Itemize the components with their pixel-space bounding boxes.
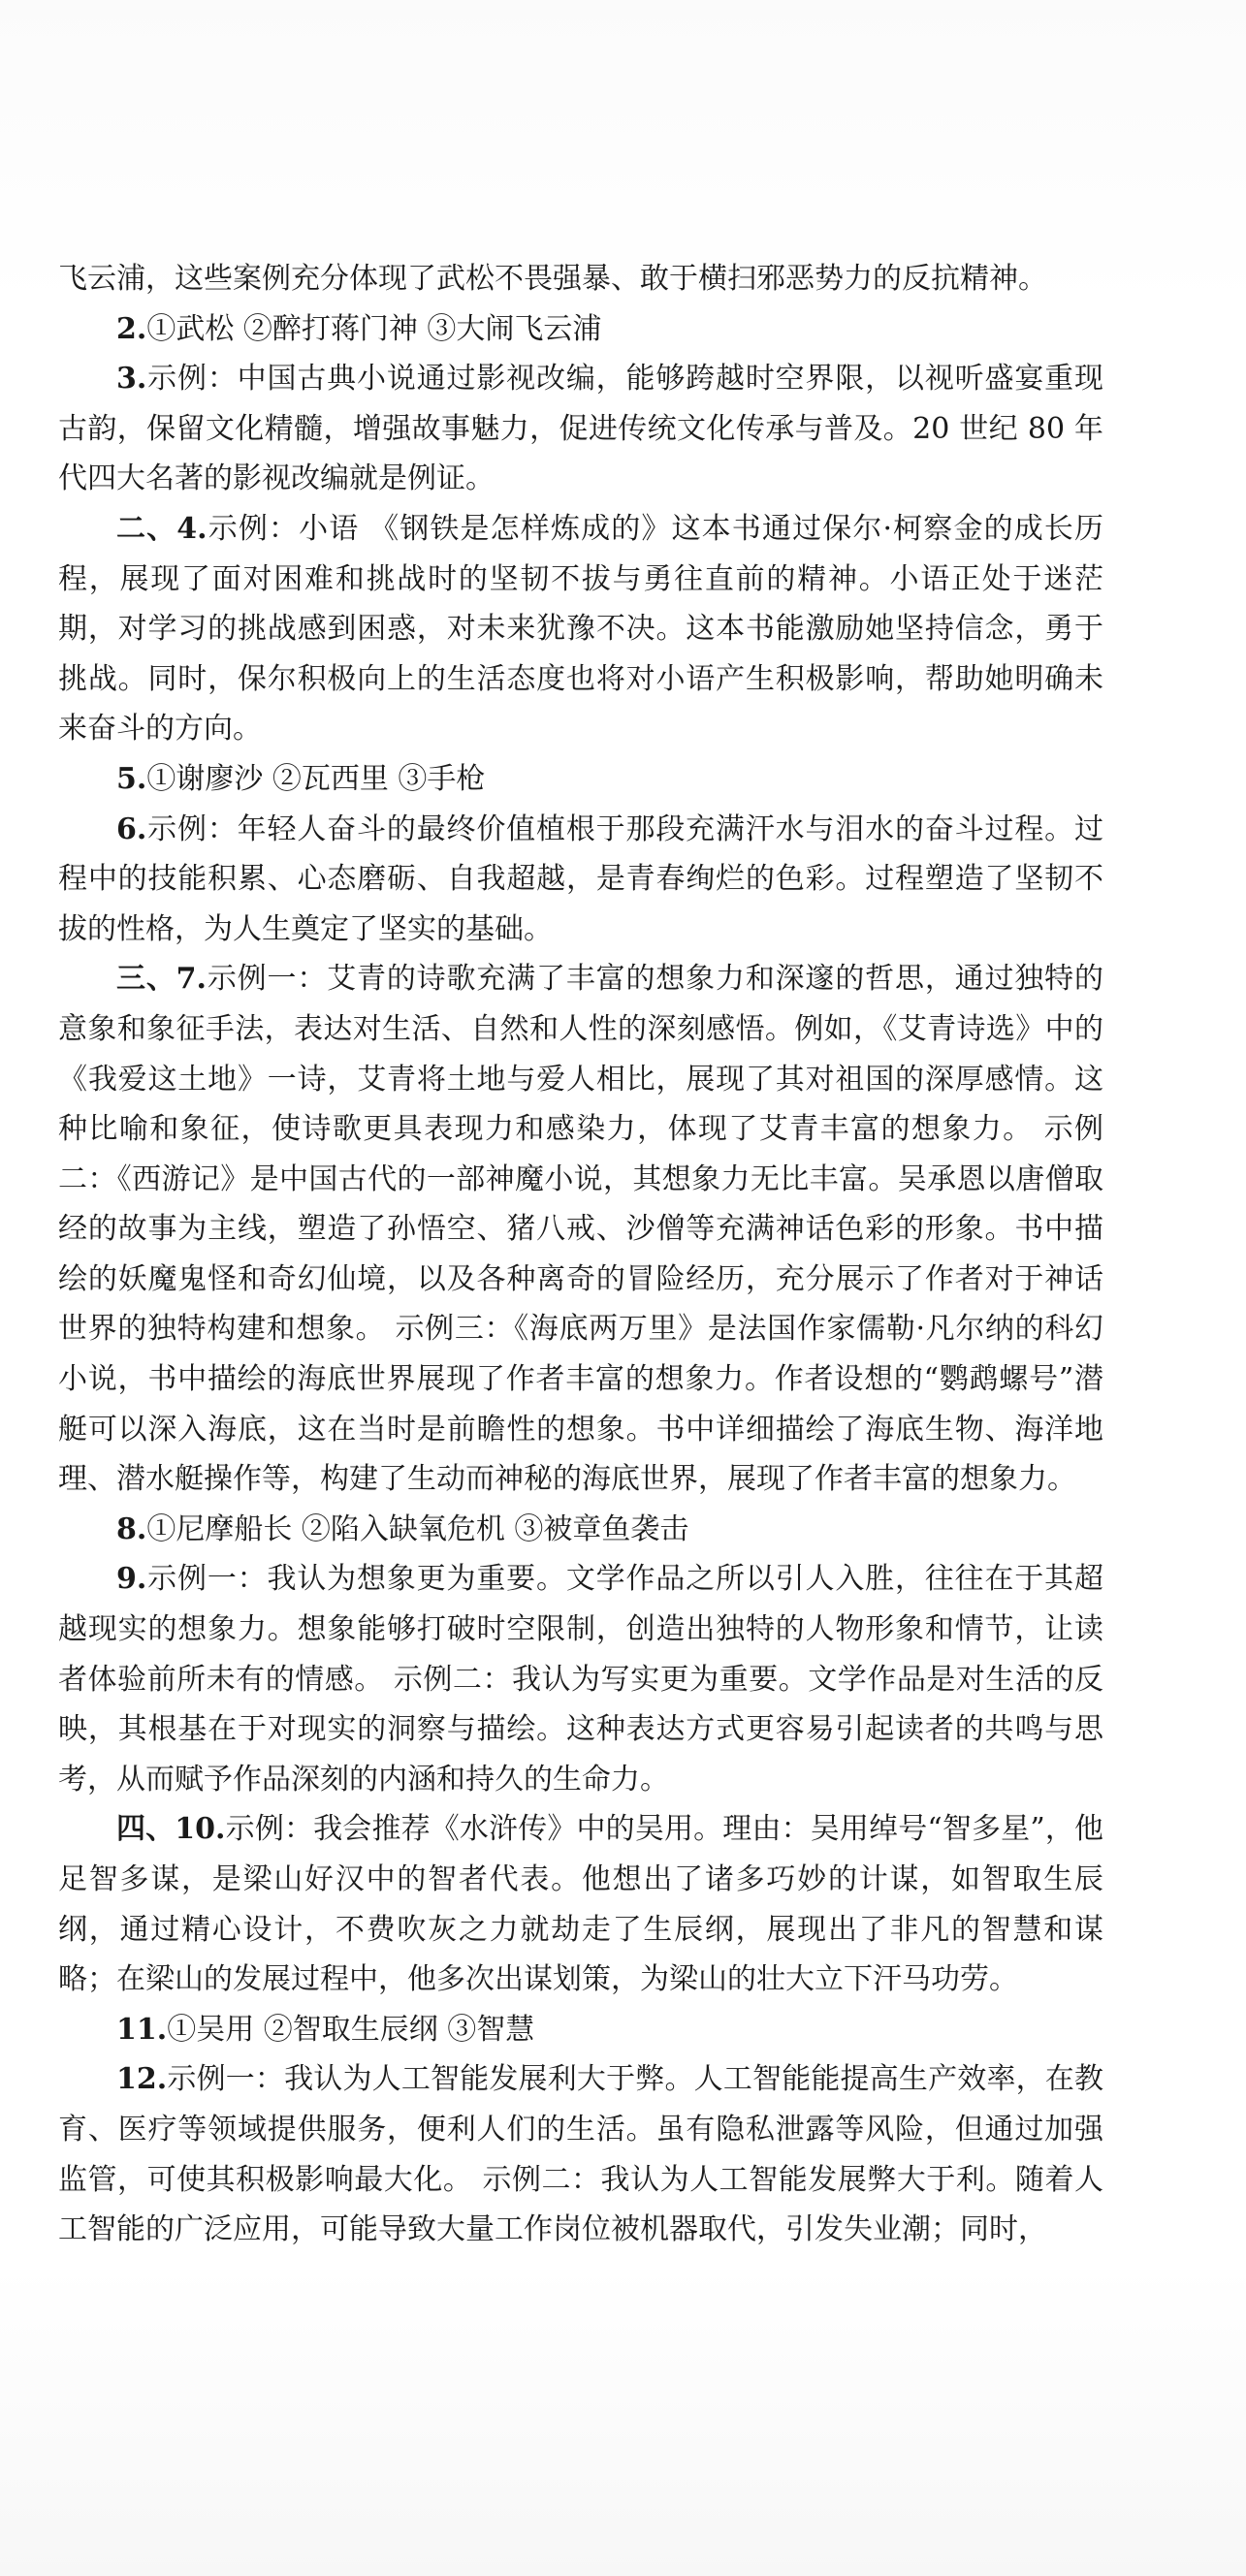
question-number: 三、7.	[116, 962, 207, 997]
paragraph-text: 示例：中国古典小说通过影视改编，能够跨越时空界限，以视听盛宴重现古韵，保留文化精髓，增强故事魅力，促进传统文化传承与普及。20 世纪 80 年代四大名著的影视改编就是例证。	[58, 362, 1103, 496]
paragraph-2	[58, 304, 1103, 355]
question-number: 9.	[116, 1562, 147, 1597]
question-number: 8.	[116, 1511, 147, 1546]
answer-text-body	[58, 254, 1103, 2255]
paragraph-text: ①吴用 ②智取生辰纲 ③智慧	[167, 2012, 535, 2047]
question-number: 3.	[116, 362, 147, 397]
paragraph-6	[58, 805, 1103, 955]
question-number: 5.	[116, 761, 147, 796]
paragraph-text: 示例：我会推荐《水浒传》中的吴用。理由：吴用绰号“智多星”，他足智多谋，是梁山好汉中的智者代表。他想出了诸多巧妙的计谋，如智取生辰纲，通过精心设计，不费吹灰之力就劫走了生辰纲，展现出了非凡的智慧和谋略；在梁山的发展过程中，他多次出谋划策，为梁山的壮大立下汗马功劳。	[58, 1812, 1103, 1997]
paragraph-text: ①谢廖沙 ②瓦西里 ③手枪	[146, 761, 486, 796]
paragraph-8	[58, 1505, 1103, 1555]
paragraph-text: ①武松 ②醉打蒋门神 ③大闹飞云浦	[146, 311, 602, 346]
paragraph-11	[58, 2005, 1103, 2055]
paragraph-3	[58, 354, 1103, 504]
paragraph-7	[58, 954, 1103, 1505]
paragraph-9	[58, 1554, 1103, 1804]
question-number: 11.	[116, 2012, 168, 2047]
paragraph-text: ①尼摩船长 ②陷入缺氧危机 ③被章鱼袭击	[146, 1511, 689, 1546]
paragraph-text: 飞云浦，这些案例充分体现了武松不畏强暴、敢于横扫邪恶势力的反抗精神。	[58, 262, 1047, 296]
paragraph-text: 示例：小语 《钢铁是怎样炼成的》这本书通过保尔·柯察金的成长历程，展现了面对困难和挑战时的坚韧不拔与勇往直前的精神。小语正处于迷茫期，对学习的挑战感到困惑，对未来犹豫不决。这本书能激励她坚持信念，勇于挑战。同时，保尔积极向上的生活态度也将对小语产生积极影响，帮助她明确未来奋斗的方向。	[58, 511, 1103, 747]
paragraph-text: 示例一：艾青的诗歌充满了丰富的想象力和深邃的哲思，通过独特的意象和象征手法，表达对生活、自然和人性的深刻感悟。例如，《艾青诗选》中的《我爱这土地》一诗，艾青将土地与爱人相比，展现了其对祖国的深厚感情。这种比喻和象征，使诗歌更具表现力和感染力，体现了艾青丰富的想象力。 示例二：《西游记》是中国古代的一部神魔小说，其想象力无比丰富。吴承恩以唐僧取经的故事为主线，塑造了孙悟空、猪八戒、沙僧等充满神话色彩的形象。书中描绘的妖魔鬼怪和奇幻仙境，以及各种离奇的冒险经历，充分展示了作者对于神话世界的独特构建和想象。 示例三：《海底两万里》是法国作家儒勒·凡尔纳的科幻小说，书中描绘的海底世界展现了作者丰富的想象力。作者设想的“鹦鹉螺号”潜艇可以深入海底，这在当时是前瞻性的想象。书中详细描绘了海底生物、海洋地理、潜水艇操作等，构建了生动而神秘的海底世界，展现了作者丰富的想象力。	[58, 962, 1104, 1497]
question-number: 6.	[116, 811, 147, 846]
paragraph-4	[58, 504, 1103, 754]
paragraph-text: 示例一：我认为人工智能发展利大于弊。人工智能能提高生产效率，在教育、医疗等领域提供服务，便利人们的生活。虽有隐私泄露等风险，但通过加强监管，可使其积极影响最大化。 示例二：我认为人工智能发展弊大于利。随着人工智能的广泛应用，可能导致大量工作岗位被机器取代，引发失业潮；同时，	[58, 2062, 1103, 2247]
paragraph-12	[58, 2054, 1103, 2254]
question-number: 二、4.	[116, 511, 208, 546]
paragraph-text: 示例：年轻人奋斗的最终价值植根于那段充满汗水与泪水的奋斗过程。过程中的技能积累、心态磨砺、自我超越，是青春绚烂的色彩。过程塑造了坚韧不拔的性格，为人生奠定了坚实的基础。	[58, 811, 1103, 946]
question-number: 12.	[116, 2062, 168, 2097]
paragraph-0	[58, 254, 1103, 304]
paragraph-10	[58, 1804, 1103, 2004]
paragraph-text: 示例一：我认为想象更为重要。文学作品之所以引人入胜，往往在于其超越现实的想象力。想象能够打破时空限制，创造出独特的人物形象和情节，让读者体验前所未有的情感。 示例二：我认为写实更为重要。文学作品是对生活的反映，其根基在于对现实的洞察与描绘。这种表达方式更容易引起读者的共鸣与思考，从而赋予作品深刻的内涵和持久的生命力。	[58, 1562, 1103, 1797]
question-number: 2.	[116, 311, 147, 346]
paragraph-5	[58, 754, 1103, 805]
question-number: 四、10.	[116, 1812, 226, 1847]
